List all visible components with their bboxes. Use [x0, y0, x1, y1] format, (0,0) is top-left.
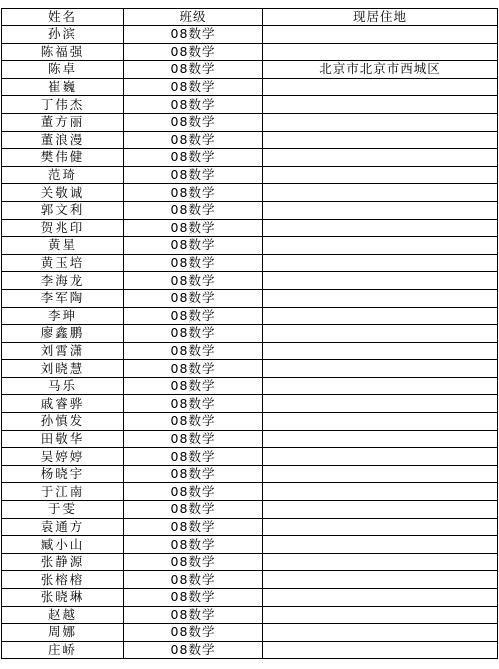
cell-name: 陈卓: [2, 61, 124, 79]
cell-class: 08数学: [124, 448, 263, 466]
cell-class: 08数学: [124, 307, 263, 325]
cell-name: 李军陶: [2, 289, 124, 307]
cell-address: [263, 166, 498, 184]
cell-class: 08数学: [124, 61, 263, 79]
cell-name: 田敬华: [2, 430, 124, 448]
cell-address: [263, 254, 498, 272]
cell-address: [263, 289, 498, 307]
cell-class: 08数学: [124, 518, 263, 536]
table-row: [2, 96, 498, 114]
table-row: [2, 307, 498, 325]
cell-class: 08数学: [124, 413, 263, 431]
cell-class: 08数学: [124, 377, 263, 395]
table-row: [2, 61, 498, 79]
table-row: [2, 395, 498, 413]
cell-address: [263, 536, 498, 554]
cell-address: [263, 78, 498, 96]
cell-name: 董方丽: [2, 113, 124, 131]
cell-address: [263, 96, 498, 114]
cell-name: 戚睿骅: [2, 395, 124, 413]
table-row: [2, 448, 498, 466]
table-row: [2, 78, 498, 96]
table-row: [2, 43, 498, 61]
cell-class: 08数学: [124, 237, 263, 255]
cell-class: 08数学: [124, 395, 263, 413]
table-row: [2, 483, 498, 501]
cell-address: [263, 518, 498, 536]
cell-address: [263, 448, 498, 466]
cell-address: [263, 606, 498, 624]
cell-name: 关敬诚: [2, 184, 124, 202]
cell-name: 贺兆印: [2, 219, 124, 237]
cell-class: 08数学: [124, 166, 263, 184]
table-row: [2, 589, 498, 607]
cell-class: 08数学: [124, 219, 263, 237]
table-row: [2, 430, 498, 448]
cell-address: [263, 430, 498, 448]
cell-address: [263, 272, 498, 290]
cell-class: 08数学: [124, 483, 263, 501]
cell-name: 丁伟杰: [2, 96, 124, 114]
cell-name: 陈福强: [2, 43, 124, 61]
cell-address: [263, 465, 498, 483]
cell-class: 08数学: [124, 184, 263, 202]
table-header: [2, 9, 498, 26]
cell-name: 刘晓慧: [2, 360, 124, 378]
cell-address: [263, 377, 498, 395]
table-row: [2, 149, 498, 167]
cell-class: 08数学: [124, 43, 263, 61]
table-row: [2, 377, 498, 395]
cell-class: 08数学: [124, 465, 263, 483]
cell-name: 范琦: [2, 166, 124, 184]
cell-class: 08数学: [124, 624, 263, 642]
table-row: [2, 342, 498, 360]
cell-address: [263, 360, 498, 378]
table-row: [2, 166, 498, 184]
cell-name: 廖鑫鹏: [2, 325, 124, 343]
table-row: [2, 219, 498, 237]
cell-name: 臧小山: [2, 536, 124, 554]
cell-address: [263, 184, 498, 202]
table-row: [2, 289, 498, 307]
cell-name: 袁通方: [2, 518, 124, 536]
cell-name: 郭文利: [2, 201, 124, 219]
table-row: [2, 536, 498, 554]
cell-address: [263, 395, 498, 413]
cell-address: [263, 501, 498, 519]
cell-class: 08数学: [124, 342, 263, 360]
cell-address: [263, 413, 498, 431]
cell-name: 刘霄潇: [2, 342, 124, 360]
cell-class: 08数学: [124, 149, 263, 167]
cell-class: 08数学: [124, 641, 263, 659]
cell-address: 北京市北京市西城区: [263, 61, 498, 79]
cell-address: [263, 553, 498, 571]
header-row: [2, 9, 498, 26]
cell-name: 于江南: [2, 483, 124, 501]
cell-name: 张静源: [2, 553, 124, 571]
table-row: [2, 606, 498, 624]
cell-address: [263, 483, 498, 501]
cell-class: 08数学: [124, 131, 263, 149]
cell-name: 孙滨: [2, 26, 124, 44]
cell-class: 08数学: [124, 325, 263, 343]
cell-name: 李珅: [2, 307, 124, 325]
cell-class: 08数学: [124, 113, 263, 131]
table-row: [2, 413, 498, 431]
table-body: [2, 26, 498, 659]
cell-name: 孙慎发: [2, 413, 124, 431]
cell-class: 08数学: [124, 254, 263, 272]
table-row: [2, 237, 498, 255]
cell-address: [263, 571, 498, 589]
table-row: [2, 113, 498, 131]
cell-name: 黄星: [2, 237, 124, 255]
cell-address: [263, 237, 498, 255]
cell-name: 黄玉培: [2, 254, 124, 272]
table-row: [2, 26, 498, 44]
cell-name: 张榕榕: [2, 571, 124, 589]
cell-address: [263, 43, 498, 61]
cell-name: 张晓琳: [2, 589, 124, 607]
table-row: [2, 272, 498, 290]
table-row: [2, 254, 498, 272]
table-row: [2, 641, 498, 659]
table-row: [2, 518, 498, 536]
cell-address: [263, 307, 498, 325]
table-row: [2, 501, 498, 519]
cell-name: 李海龙: [2, 272, 124, 290]
cell-address: [263, 219, 498, 237]
cell-address: [263, 113, 498, 131]
cell-name: 吴婷婷: [2, 448, 124, 466]
cell-address: [263, 131, 498, 149]
cell-class: 08数学: [124, 553, 263, 571]
header-name: 姓名: [2, 9, 124, 26]
table-row: [2, 624, 498, 642]
cell-address: [263, 342, 498, 360]
cell-name: 崔巍: [2, 78, 124, 96]
table-row: [2, 184, 498, 202]
cell-class: 08数学: [124, 201, 263, 219]
cell-class: 08数学: [124, 589, 263, 607]
cell-name: 董浪漫: [2, 131, 124, 149]
table-row: [2, 201, 498, 219]
cell-class: 08数学: [124, 430, 263, 448]
header-class: 班级: [124, 9, 263, 26]
cell-class: 08数学: [124, 501, 263, 519]
table-row: [2, 131, 498, 149]
cell-name: 赵越: [2, 606, 124, 624]
cell-class: 08数学: [124, 360, 263, 378]
cell-name: 马乐: [2, 377, 124, 395]
cell-class: 08数学: [124, 26, 263, 44]
table-row: [2, 553, 498, 571]
cell-class: 08数学: [124, 606, 263, 624]
table-row: [2, 571, 498, 589]
header-address: 现居住地: [263, 9, 498, 26]
cell-address: [263, 201, 498, 219]
cell-address: [263, 325, 498, 343]
cell-address: [263, 149, 498, 167]
roster-table: [1, 8, 498, 659]
cell-class: 08数学: [124, 536, 263, 554]
cell-address: [263, 589, 498, 607]
cell-address: [263, 624, 498, 642]
cell-class: 08数学: [124, 289, 263, 307]
table-row: [2, 360, 498, 378]
cell-class: 08数学: [124, 78, 263, 96]
cell-class: 08数学: [124, 272, 263, 290]
table-row: [2, 465, 498, 483]
cell-address: [263, 26, 498, 44]
cell-class: 08数学: [124, 571, 263, 589]
cell-name: 庄峤: [2, 641, 124, 659]
cell-name: 于雯: [2, 501, 124, 519]
cell-name: 樊伟健: [2, 149, 124, 167]
cell-name: 杨晓宇: [2, 465, 124, 483]
cell-class: 08数学: [124, 96, 263, 114]
cell-address: [263, 641, 498, 659]
cell-name: 周娜: [2, 624, 124, 642]
table-row: [2, 325, 498, 343]
